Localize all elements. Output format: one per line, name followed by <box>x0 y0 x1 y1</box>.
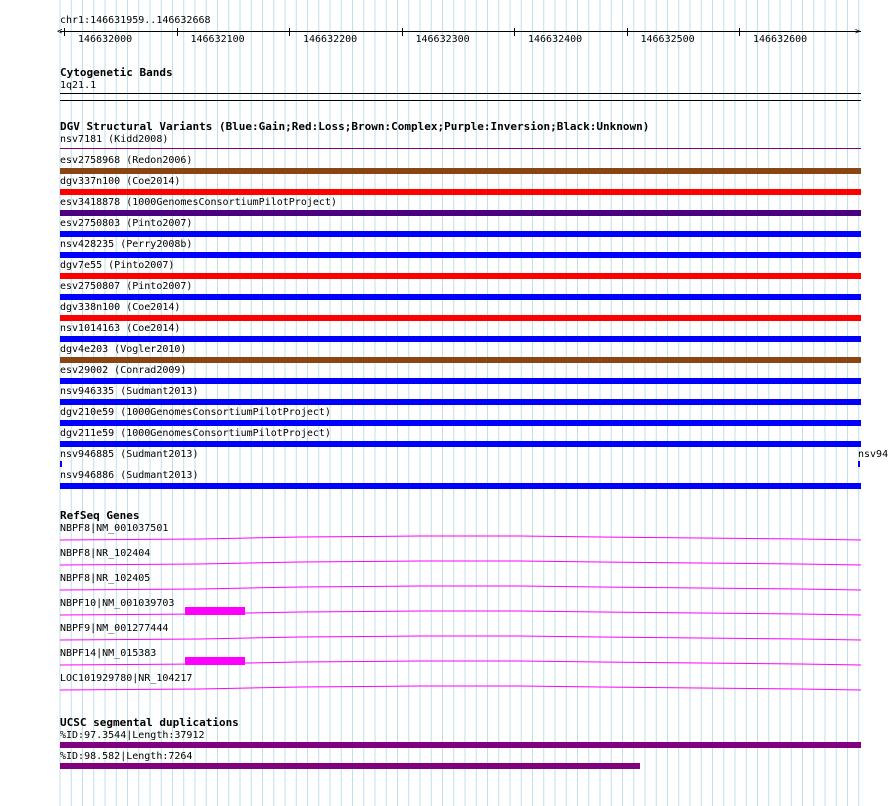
dgv-feature-label: nsv946886 (Sudmant2013) <box>60 470 199 481</box>
dgv-feature-label: nsv428235 (Perry2008b) <box>60 239 193 250</box>
refseq-gene-label: NBPF8|NM_001037501 <box>60 523 169 534</box>
ruler-tick-label: 146632000 <box>78 34 133 45</box>
dgv-feature-label: dgv337n100 (Coe2014) <box>60 176 181 187</box>
refseq-gene-label: NBPF8|NR_102404 <box>60 548 151 559</box>
ruler-tick-label: 146632300 <box>415 34 470 45</box>
location-label: chr1:146631959..146632668 <box>60 15 211 26</box>
refseq-gene-label: NBPF8|NR_102405 <box>60 573 151 584</box>
refseq-gene-label: NBPF14|NM_015383 <box>60 648 157 659</box>
refseq-gene-label: NBPF10|NM_001039703 <box>60 598 175 609</box>
ruler-right-arrow-icon: > <box>855 27 861 37</box>
dgv-feature-label: esv29002 (Conrad2009) <box>60 365 187 376</box>
refseq-exon-block <box>185 607 245 615</box>
segdup-feature-bar <box>60 763 640 769</box>
dgv-feature-label: dgv7e55 (Pinto2007) <box>60 260 175 271</box>
dgv-feature-label: esv2750803 (Pinto2007) <box>60 218 193 229</box>
dgv-feature-label: nsv7181 (Kidd2008) <box>60 134 169 145</box>
dgv-feature-label: dgv4e203 (Vogler2010) <box>60 344 187 355</box>
ruler-tick-label: 146632600 <box>753 34 808 45</box>
refseq-intron-line <box>60 586 861 590</box>
dgv-track-title: DGV Structural Variants (Blue:Gain;Red:Loss;Brown:Complex;Purple:Inversion;Black:Unknown) <box>60 120 650 133</box>
segdup-track-title: UCSC segmental duplications <box>60 716 239 729</box>
segdup-feature-label: %ID:97.3544|Length:37912 <box>60 730 205 741</box>
cyto-band-label: 1q21.1 <box>60 80 97 91</box>
refseq-intron-line <box>60 611 861 615</box>
ruler-tick-label: 146632200 <box>303 34 358 45</box>
dgv-feature-label: nsv1014163 (Coe2014) <box>60 323 181 334</box>
refseq-track-title: RefSeq Genes <box>60 509 140 522</box>
ruler-left-arrow-icon: < <box>57 27 63 37</box>
dgv-feature-label: nsv946335 (Sudmant2013) <box>60 386 199 397</box>
segdup-feature-bar <box>60 742 861 748</box>
dgv-feature-label: nsv946885 (Sudmant2013) <box>60 449 199 460</box>
refseq-exon-block <box>185 657 245 665</box>
dgv-feature-label: esv2750807 (Pinto2007) <box>60 281 193 292</box>
dgv-feature-label: esv3418878 (1000GenomesConsortiumPilotProject) <box>60 197 337 208</box>
dgv-feature-label: dgv211e59 (1000GenomesConsortiumPilotProject) <box>60 428 331 439</box>
segdup-feature-label: %ID:98.582|Length:7264 <box>60 751 193 762</box>
refseq-intron-line <box>60 536 861 540</box>
dgv-offscreen-feature-label: nsv94 <box>858 449 889 460</box>
ruler-tick-label: 146632100 <box>190 34 245 45</box>
ruler-tick-label: 146632400 <box>528 34 583 45</box>
dgv-feature-label: dgv210e59 (1000GenomesConsortiumPilotProject) <box>60 407 331 418</box>
refseq-intron-line <box>60 686 861 690</box>
refseq-intron-line <box>60 636 861 640</box>
dgv-feature-label: esv2758968 (Redon2006) <box>60 155 193 166</box>
refseq-intron-line <box>60 561 861 565</box>
refseq-intron-line <box>60 661 861 665</box>
refseq-gene-label: NBPF9|NM_001277444 <box>60 623 169 634</box>
refseq-gene-label: LOC101929780|NR_104217 <box>60 673 193 684</box>
dgv-feature-label: dgv338n100 (Coe2014) <box>60 302 181 313</box>
ruler-tick-label: 146632500 <box>640 34 695 45</box>
cyto-track-title: Cytogenetic Bands <box>60 66 173 79</box>
